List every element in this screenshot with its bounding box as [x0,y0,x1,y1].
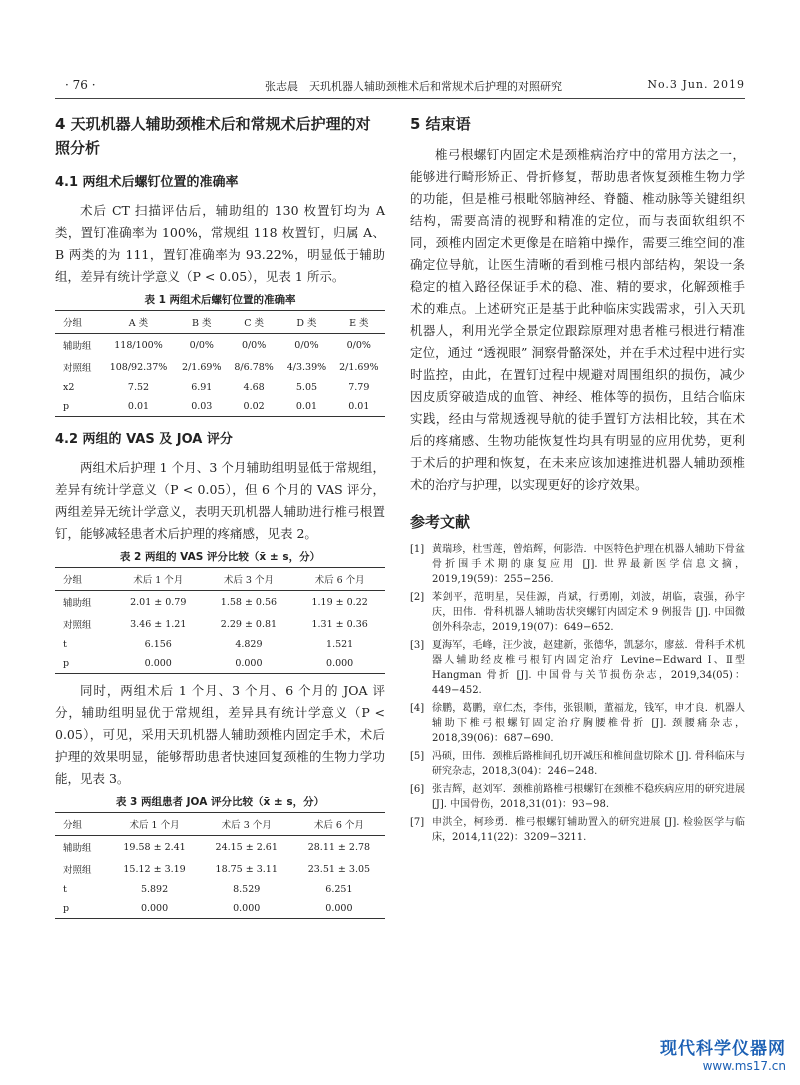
right-column [410,112,745,848]
reference-item [410,749,745,779]
reference-number: [2] [410,592,425,603]
table-cell: 28.11 ± 2.78 [307,841,371,853]
table-cell: 0.01 [127,401,150,412]
reference-list [410,542,745,845]
table-cell: 2/1.69% [339,361,379,373]
table-cell: 6.91 [191,382,213,393]
table-cell: 0/0% [241,339,267,351]
table-cell: x2 [63,382,75,393]
table-header-cell: D 类 [280,311,332,334]
table-header-cell: 术后 6 个月 [294,568,385,591]
table-row [55,635,385,654]
table-cell: 0.000 [140,903,169,914]
table-row [55,836,385,859]
table-cell: 15.12 ± 3.19 [123,863,186,875]
table-cell: 2.01 ± 0.79 [130,596,187,608]
section-4-2-title: 4.2 两组的 VAS 及 JOA 评分 [55,432,233,447]
table-row [55,880,385,899]
table-cell: 辅助组 [63,598,92,609]
reference-number: [5] [410,751,425,762]
section-4-2-paragraph-1: 两组术后护理 1 个月、3 个月辅助组明显低于常规组，差异有统计学意义（P < 0.05），但 6 个月的 VAS 评分，两组差异无统计学意义，表明天玑机器人辅助进行椎弓根置钉，能够减轻患者术后护理的疼痛感，见表 2。 [55,460,385,541]
table-cell: 0.000 [235,658,263,669]
table-header-cell: 术后 6 个月 [293,813,385,836]
table-cell: 8/6.78% [234,361,274,373]
section-4-1-title: 4.1 两组术后螺钉位置的准确率 [55,175,239,190]
table-cell: p [63,658,70,669]
watermark-logo [660,1034,786,1073]
reference-text: 徐鹏，葛鹏，章仁杰，李伟，张银顺，董福龙，钱军，申才良．机器人辅助下椎弓根螺钉固定治疗胸腰椎骨折 [J]. 颈腰痛杂志，2018,39(06)：687−690. [432,703,745,744]
table-3-caption: 表 3 两组患者 JOA 评分比较（x̄ ± s，分） [115,796,325,808]
table-cell: 0.01 [348,401,370,412]
table-cell: 0.000 [233,903,261,914]
table-cell: 1.521 [326,639,354,650]
table-cell: 0/0% [294,339,319,351]
table-header-cell: 术后 1 个月 [113,568,204,591]
table-row [55,858,385,880]
reference-item [410,782,745,812]
watermark-name: 现代科学仪器网 [660,1039,786,1059]
table-header-cell: 术后 3 个月 [204,568,295,591]
conclusion-paragraph: 椎弓根螺钉内固定术是颈椎病治疗中的常用方法之一，能够进行畸形矫正、骨折修复，帮助患者恢复颈椎生物力学的功能，但是椎弓根毗邻脑神经、脊髓、椎动脉等关键组织结构，需要高清的视野和精准的定位，而与表面软组织不同，颈椎内固定术更像是在暗箱中操作，需要三维空间的准确定位导航，让医生清晰的看到椎弓根内部结构，架设一条稳定的植入路径保证手术的稳、准、精的要求，化解颈椎手术的难点。上述研究正是基于此种临床实践需求，引入天玑机器人，利用光学全景定位跟踪原理对患者椎弓根进行精准定位，通过 “透视眼” 洞察骨骼深处，并在手术过程中进行实时监控，由此，在置钉过程中规避对周围组织的损伤，减少因皮质穿破造成的血管、神经、椎体等的损伤，且结合临床实践，经由与常规透视导航的徒手置钉方法相比较，其在术后的疼痛感、生物功能恢复性均具有明显的应用优势，更利于术后的护理和恢复，在未来应该加速推进机器人辅助颈椎术的治疗与护理，以实现更好的诊疗效果。 [410,147,745,492]
table-cell: 辅助组 [63,843,92,854]
reference-number: [7] [410,817,425,828]
table-cell: 118/100% [114,339,163,351]
reference-text: 苯剑平，范明星，吴佳源，肖斌，行勇刚，刘波，胡临，袁强，孙宇庆，田伟．骨科机器人辅助齿状突螺钉内固定术 9 例报告 [J]. 中国微创外科杂志，2019,19(07)：649−652. [432,592,745,633]
table-cell: 7.79 [348,382,370,393]
table-cell: 7.52 [127,382,150,393]
table-header-cell: B 类 [176,311,228,334]
page-number: · 76 · [65,78,96,92]
table-header-cell: 分组 [55,568,113,591]
table-1 [55,310,385,417]
table-cell: 5.05 [295,382,318,393]
table-cell: 8.529 [233,884,261,895]
table-cell: 1.31 ± 0.36 [311,618,368,630]
table-2-caption: 表 2 两组的 VAS 评分比较（x̄ ± s，分） [119,551,321,563]
section-5-title: 5 结束语 [410,115,471,133]
table-header-cell: C 类 [228,311,280,334]
reference-number: [3] [410,640,425,651]
table-header-cell: 术后 3 个月 [201,813,293,836]
reference-item [410,815,745,845]
running-title: 张志晨 天玑机器人辅助颈椎术后和常规术后护理的对照研究 [265,80,562,93]
table-header-row [55,311,385,334]
table-cell: 19.58 ± 2.41 [123,841,186,853]
table-cell: 0.03 [191,401,213,412]
reference-item [410,638,745,698]
table-row [55,654,385,674]
table-cell: 6.251 [325,884,353,895]
table-cell: t [63,884,67,895]
table-cell: 5.892 [140,884,169,895]
table-cell: 1.19 ± 0.22 [311,596,368,608]
table-1-caption: 表 1 两组术后螺钉位置的准确率 [144,294,296,306]
table-header-row [55,568,385,591]
table-header-row [55,813,385,836]
table-cell: 18.75 ± 3.11 [215,863,278,875]
table-2 [55,567,385,674]
table-cell: 0.000 [325,903,353,914]
reference-number: [6] [410,784,425,795]
reference-item [410,542,745,587]
table-cell: 24.15 ± 2.61 [215,841,278,853]
table-header-cell: 术后 1 个月 [108,813,200,836]
table-cell: 0.000 [326,658,354,669]
table-cell: 0.01 [295,401,318,412]
table-row [55,334,385,357]
table-cell: 6.156 [144,639,172,650]
table-cell: p [63,903,70,914]
table-cell: 0/0% [346,339,371,351]
reference-number: [1] [410,544,425,555]
table-cell: 辅助组 [63,341,92,352]
table-row [55,397,385,417]
references-title: 参考文献 [410,513,471,531]
table-header-cell: A 类 [101,311,175,334]
table-cell: 对照组 [63,620,92,631]
table-row [55,591,385,614]
table-row [55,356,385,378]
table-cell: 4/3.39% [286,361,327,373]
reference-item [410,590,745,635]
table-header-cell: 分组 [55,311,101,334]
reference-text: 张吉辉，赵刘军．颈椎前路椎弓根螺钉在颈椎不稳疾病应用的研究进展 [J]. 中国骨伤，2018,31(01)：93−98. [432,784,745,810]
page-header [55,76,745,99]
reference-text: 申洪全，柯珍勇．椎弓根螺钉辅助置入的研究进展 [J]. 检验医学与临床，2014,11(22)：3209−3211. [432,817,745,843]
table-row [55,899,385,919]
table-cell: 1.58 ± 0.56 [220,596,278,608]
reference-number: [4] [410,703,425,714]
table-cell: 0/0% [189,339,214,351]
table-3 [55,812,385,919]
table-row [55,378,385,397]
section-4-1-paragraph: 术后 CT 扫描评估后，辅助组的 130 枚置钉均为 A 类，置钉准确率为 100%，常规组 118 枚置钉，归属 A、B 两类的为 111，置钉准确率为 93.22%，明显低于辅助组，差异有统计学意义（P < 0.05），见表 1 所示。 [55,203,385,284]
table-cell: p [63,401,70,412]
reference-item [410,701,745,746]
table-cell: t [63,639,67,650]
table-header-cell: E 类 [333,311,385,334]
table-cell: 4.68 [243,382,265,393]
table-row [55,613,385,635]
table-cell: 2.29 ± 0.81 [220,618,278,630]
table-cell: 0.000 [144,658,172,669]
reference-text: 冯硕，田伟．颈椎后路椎间孔切开减压和椎间盘切除术 [J]. 骨科临床与研究杂志，2018,3(04)：246−248. [432,751,745,777]
table-cell: 对照组 [63,865,92,876]
table-cell: 4.829 [235,639,263,650]
section-4-2-paragraph-2: 同时，两组术后 1 个月、3 个月、6 个月的 JOA 评分，辅助组明显优于常规组，差异具有统计学意义（P < 0.05），可见，采用天玑机器人辅助颈椎内固定手术，术后护理的效果明显，能够帮助患者快速回复颈椎的生物力学功能，见表 3。 [55,683,385,786]
table-cell: 2/1.69% [182,361,222,373]
table-cell: 3.46 ± 1.21 [130,618,187,630]
reference-text: 夏海军，毛峰，汪少波，赵建新，张德华，凯瑟尔，廖兹．骨科手术机器人辅助经皮椎弓根钉内固定治疗 Levine−Edward Ⅰ、Ⅱ型 Hangman 骨折 [J]. 中国骨与关节损伤杂志，2019,34(05)：449−452. [432,640,745,696]
reference-text: 黄瑞珍，杜雪莲，曾焰辉，何影浩．中医特色护理在机器人辅助下骨盆骨折围手术期的康复应用 [J]. 世界最新医学信息文摘，2019,19(59)：255−256. [432,544,745,585]
issue-info: No.3 Jun. 2019 [647,78,745,91]
left-column [55,112,385,925]
table-header-cell: 分组 [55,813,108,836]
section-4-title: 4 天玑机器人辅助颈椎术后和常规术后护理的对照分析 [55,115,371,157]
table-cell: 对照组 [63,363,92,374]
table-cell: 0.02 [243,401,265,412]
table-cell: 23.51 ± 3.05 [307,863,371,875]
watermark-url: www.ms17.cn [702,1059,786,1073]
table-cell: 108/92.37% [109,361,168,373]
